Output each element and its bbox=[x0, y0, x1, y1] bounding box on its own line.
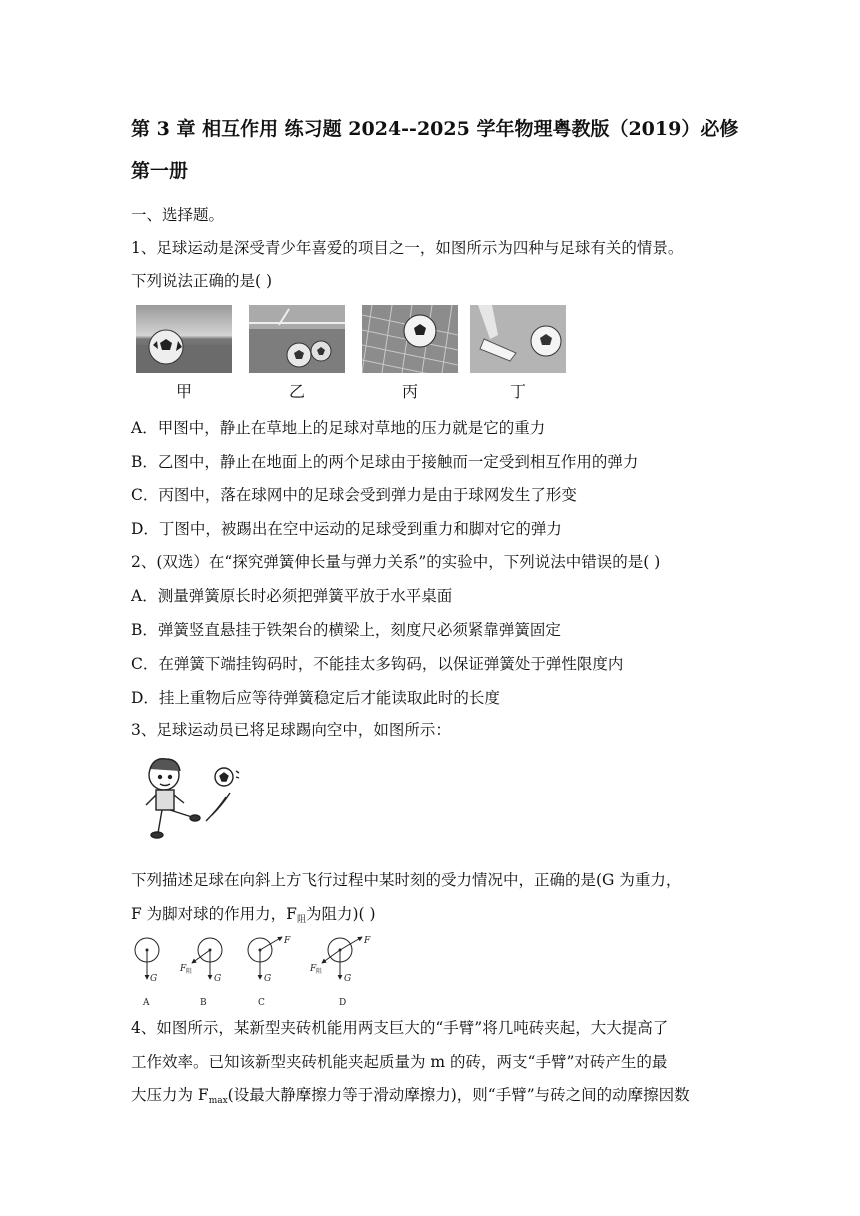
q3-question-line2 bbox=[131, 902, 376, 925]
q1-option-d: D．丁图中，被踢出在空中运动的足球受到重力和脚对它的弹力 bbox=[131, 520, 562, 538]
diagram-b bbox=[179, 938, 222, 1008]
a-g-label: G bbox=[150, 974, 158, 984]
d-ff-label: F bbox=[310, 964, 317, 974]
force-diagram-options bbox=[130, 935, 390, 1010]
d-ff-sub: 阻 bbox=[316, 968, 323, 975]
q3-line2-part2: 为阻力)( ) bbox=[305, 905, 376, 923]
q1-photo-strip bbox=[136, 305, 576, 400]
b-ff-label: F bbox=[180, 964, 187, 974]
b-g-label: G bbox=[214, 974, 222, 984]
photo-label-jia: 甲 bbox=[175, 382, 192, 401]
q4-line3-part2: (设最大静摩擦力等于滑动摩擦力)，则“手臂”与砖之间的动摩擦因数 bbox=[227, 1086, 690, 1104]
q3-question-line1: 下列描述足球在向斜上方飞行过程中某时刻的受力情况中，正确的是(G 为重力， bbox=[131, 871, 682, 889]
diagram-c bbox=[248, 936, 291, 1008]
photo-ball-in-net bbox=[362, 305, 458, 373]
photo-label-yi: 乙 bbox=[288, 382, 305, 401]
diagram-a bbox=[135, 938, 159, 1008]
photo-ball-on-grass bbox=[136, 305, 232, 373]
q4-line1: 4、如图所示，某新型夹砖机能用两支巨大的“手臂”将几吨砖夹起，大大提高了 bbox=[131, 1019, 669, 1037]
q4-line3 bbox=[131, 1083, 690, 1106]
q1-option-a: A．甲图中，静止在草地上的足球对草地的压力就是它的重力 bbox=[131, 419, 546, 437]
q1-option-c: C．丙图中，落在球网中的足球会受到弹力是由于球网发生了形变 bbox=[131, 486, 577, 504]
photo-label-bing: 丙 bbox=[401, 382, 418, 401]
c-f-label: F bbox=[284, 936, 291, 946]
q2-stem: 2、(双选）在“探究弹簧伸长量与弹力关系”的实验中，下列说法中错误的是( ) bbox=[131, 553, 661, 571]
q1-option-b: B．乙图中，静止在地面上的两个足球由于接触而一定受到相互作用的弹力 bbox=[131, 453, 639, 471]
document-title: 第 3 章 相互作用 练习题 2024--2025 学年物理粤教版（2019）必修第一册 bbox=[131, 118, 739, 182]
q2-option-b: B．弹簧竖直悬挂于铁架台的横梁上，刻度尺必须紧靠弹簧固定 bbox=[131, 621, 561, 639]
kicking-boy-illustration bbox=[140, 755, 250, 840]
photo-ball-kicked bbox=[470, 305, 566, 373]
photo-two-balls bbox=[249, 305, 345, 373]
diagram-label-d: D bbox=[339, 998, 347, 1008]
b-ff-sub: 阻 bbox=[186, 968, 193, 975]
q3-stem: 3、足球运动员已将足球踢向空中，如图所示： bbox=[131, 721, 451, 739]
q2-option-c: C．在弹簧下端挂钩码时，不能挂太多钩码，以保证弹簧处于弹性限度内 bbox=[131, 655, 624, 673]
q3-line2-part1: F 为脚对球的作用力，F bbox=[131, 905, 297, 923]
q3-line2-subscript: 阻 bbox=[296, 915, 306, 925]
diagram-label-b: B bbox=[200, 998, 207, 1008]
diagram-d bbox=[309, 936, 371, 1008]
d-g-label: G bbox=[344, 974, 352, 984]
c-g-label: G bbox=[264, 974, 272, 984]
d-f-label: F bbox=[364, 936, 371, 946]
diagram-label-a: A bbox=[143, 998, 150, 1008]
q1-stem-line2: 下列说法正确的是( ) bbox=[131, 272, 273, 290]
section-heading: 一、选择题。 bbox=[131, 206, 225, 224]
photo-label-ding: 丁 bbox=[509, 382, 526, 401]
q4-line3-subscript: max bbox=[208, 1096, 228, 1106]
q2-option-a: A．测量弹簧原长时必须把弹簧平放于水平桌面 bbox=[131, 587, 453, 605]
diagram-label-c: C bbox=[258, 998, 265, 1008]
q4-line2: 工作效率。已知该新型夹砖机能夹起质量为 m 的砖，两支“手臂”对砖产生的最 bbox=[131, 1053, 668, 1071]
q2-option-d: D．挂上重物后应等待弹簧稳定后才能读取此时的长度 bbox=[131, 689, 500, 707]
q4-line3-part1: 大压力为 F bbox=[131, 1086, 209, 1104]
q1-stem-line1: 1、足球运动是深受青少年喜爱的项目之一，如图所示为四种与足球有关的情景。 bbox=[131, 239, 684, 257]
